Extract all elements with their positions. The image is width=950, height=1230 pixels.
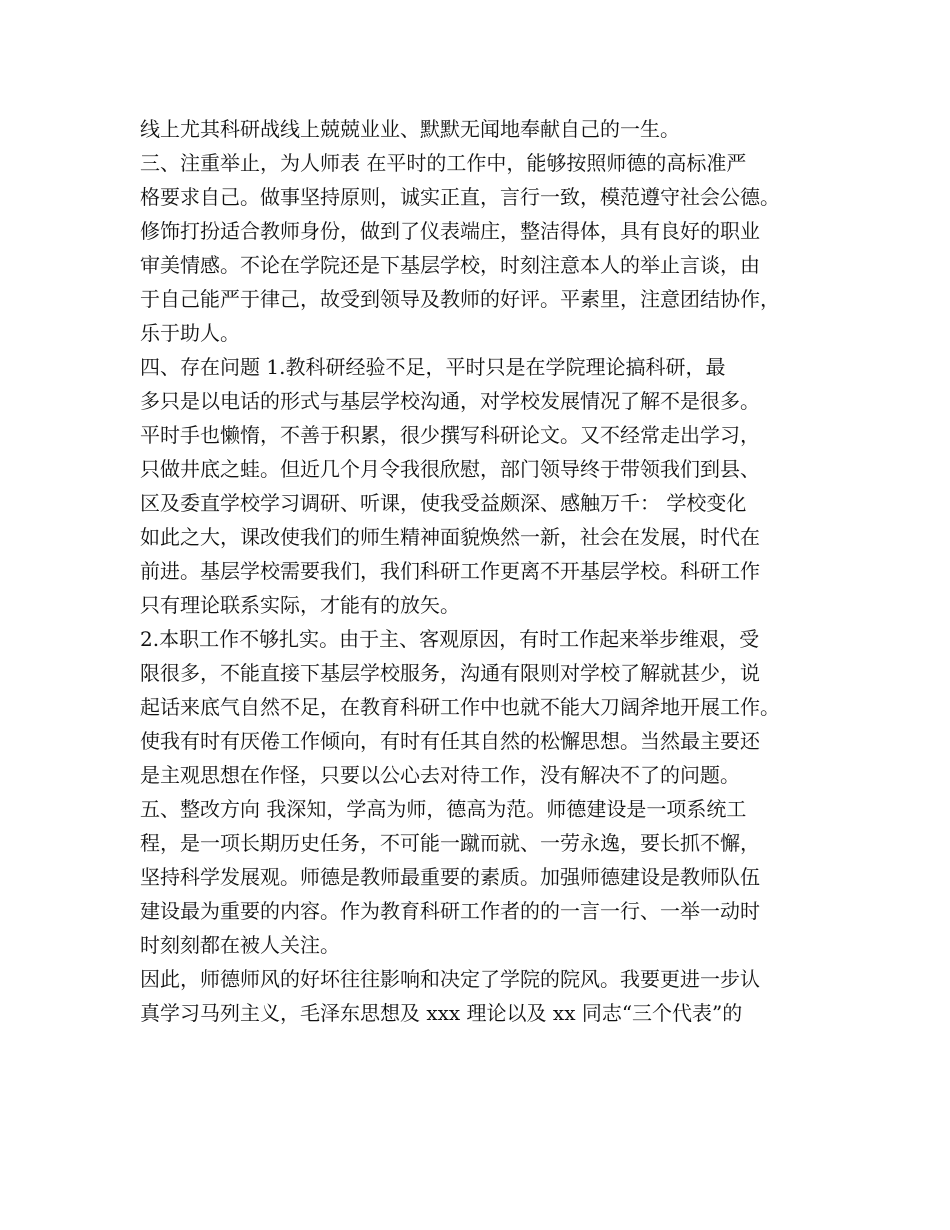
- text-line: 只做井底之蛙。但近几个月令我很欣慰，部门领导终于带领我们到县、: [140, 457, 760, 481]
- text-line: 平时手也懒惰，不善于积累，很少撰写科研论文。又不经常走出学习，: [140, 423, 760, 447]
- text-line: 程，是一项长期历史任务，不可能一蹴而就、一劳永逸，要长抓不懈，: [140, 831, 760, 855]
- text-line: 线上尤其科研战线上兢兢业业、默默无闻地奉献自己的一生。: [140, 117, 680, 141]
- text-line: 乐于助人。: [140, 321, 240, 345]
- text-line: 修饰打扮适合教师身份，做到了仪表端庄，整洁得体，具有良好的职业: [140, 219, 760, 243]
- text-line: 五、整改方向 我深知，学高为师，德高为范。师德建设是一项系统工: [140, 797, 747, 821]
- text-line: 四、存在问题 1.教科研经验不足，平时只是在学院理论搞科研，最: [140, 355, 726, 379]
- text-line: 起话来底气自然不足，在教育科研工作中也就不能大刀阔斧地开展工作。: [140, 695, 780, 719]
- text-line: 多只是以电话的形式与基层学校沟通，对学校发展情况了解不是很多。: [140, 389, 760, 413]
- text-line: 使我有时有厌倦工作倾向，有时有任其自然的松懈思想。当然最主要还: [140, 729, 760, 753]
- text-line: 只有理论联系实际，才能有的放矢。: [140, 593, 460, 617]
- text-line: 审美情感。不论在学院还是下基层学校，时刻注意本人的举止言谈，由: [140, 253, 760, 277]
- text-line: 是主观思想在作怪，只要以公心去对待工作，没有解决不了的问题。: [140, 763, 740, 787]
- text-line: 于自己能严于律己，故受到领导及教师的好评。平素里，注意团结协作，: [140, 287, 780, 311]
- document-body: [140, 112, 820, 1030]
- text-line: 格要求自己。做事坚持原则，诚实正直，言行一致，模范遵守社会公德。: [140, 185, 780, 209]
- text-line: 时刻刻都在被人关注。: [140, 933, 340, 957]
- text-line: 建设最为重要的内容。作为教育科研工作者的的一言一行、一举一动时: [140, 899, 760, 923]
- text-line: 坚持科学发展观。师德是教师最重要的素质。加强师德建设是教师队伍: [140, 865, 760, 889]
- text-line: 前进。基层学校需要我们，我们科研工作更离不开基层学校。科研工作: [140, 559, 760, 583]
- text-line: 真学习马列主义，毛泽东思想及 xxx 理论以及 xx 同志“三个代表”的: [140, 1001, 743, 1025]
- text-line: 因此，师德师风的好坏往往影响和决定了学院的院风。我要更进一步认: [140, 967, 760, 991]
- text-line: 限很多，不能直接下基层学校服务，沟通有限则对学校了解就甚少，说: [140, 661, 760, 685]
- text-line: 如此之大，课改使我们的师生精神面貌焕然一新，社会在发展，时代在: [140, 525, 760, 549]
- text-line: 区及委直学校学习调研、听课，使我受益颇深、感触万千： 学校变化: [140, 491, 747, 515]
- text-line: 三、注重举止，为人师表 在平时的工作中，能够按照师德的高标准严: [140, 151, 747, 175]
- text-line: 2.本职工作不够扎实。由于主、客观原因，有时工作起来举步维艰，受: [140, 627, 760, 651]
